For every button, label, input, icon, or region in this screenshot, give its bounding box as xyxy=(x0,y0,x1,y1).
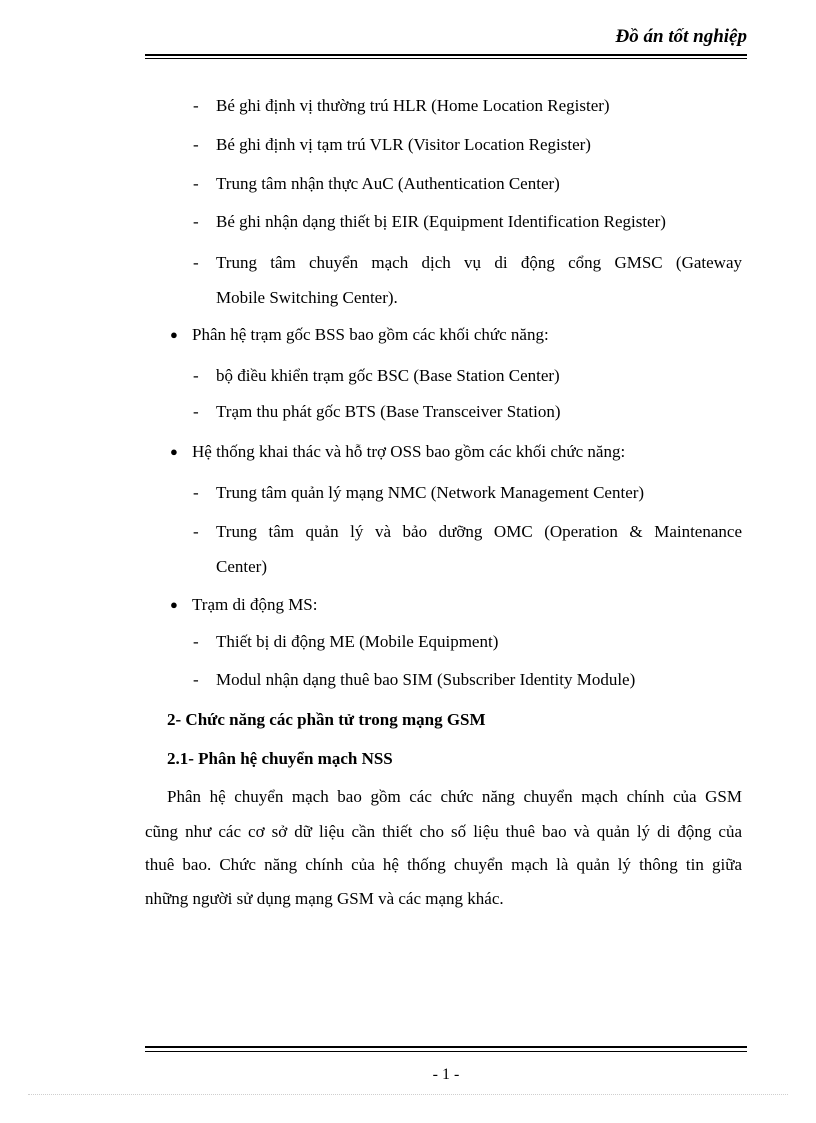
footer-rule-top xyxy=(145,1046,747,1048)
bullet-marker: ● xyxy=(170,327,178,342)
dash-marker: - xyxy=(193,366,199,385)
dash-marker: - xyxy=(193,174,199,193)
page-header-title: Đồ án tốt nghiệp xyxy=(615,26,747,47)
dash-marker: - xyxy=(193,670,199,689)
dash-marker: - xyxy=(193,632,199,651)
bullet-marker: ● xyxy=(170,444,178,459)
bullet-marker: ● xyxy=(170,597,178,612)
page-number: - 1 - xyxy=(432,1066,460,1083)
dash-marker: - xyxy=(193,402,199,421)
dash-marker: - xyxy=(193,483,199,502)
dash-marker: - xyxy=(193,253,199,272)
footer-rule-bottom xyxy=(145,1051,747,1052)
dash-marker: - xyxy=(193,135,199,154)
header-rule-bottom xyxy=(145,58,747,59)
dash-marker: - xyxy=(193,96,199,115)
header-rule-top xyxy=(145,54,747,56)
dash-marker: - xyxy=(193,522,199,541)
page-bottom-divider xyxy=(28,1094,788,1095)
dash-marker: - xyxy=(193,212,199,231)
paragraph-line: những người sử dụng mạng GSM và các mạng khác. xyxy=(145,889,504,908)
